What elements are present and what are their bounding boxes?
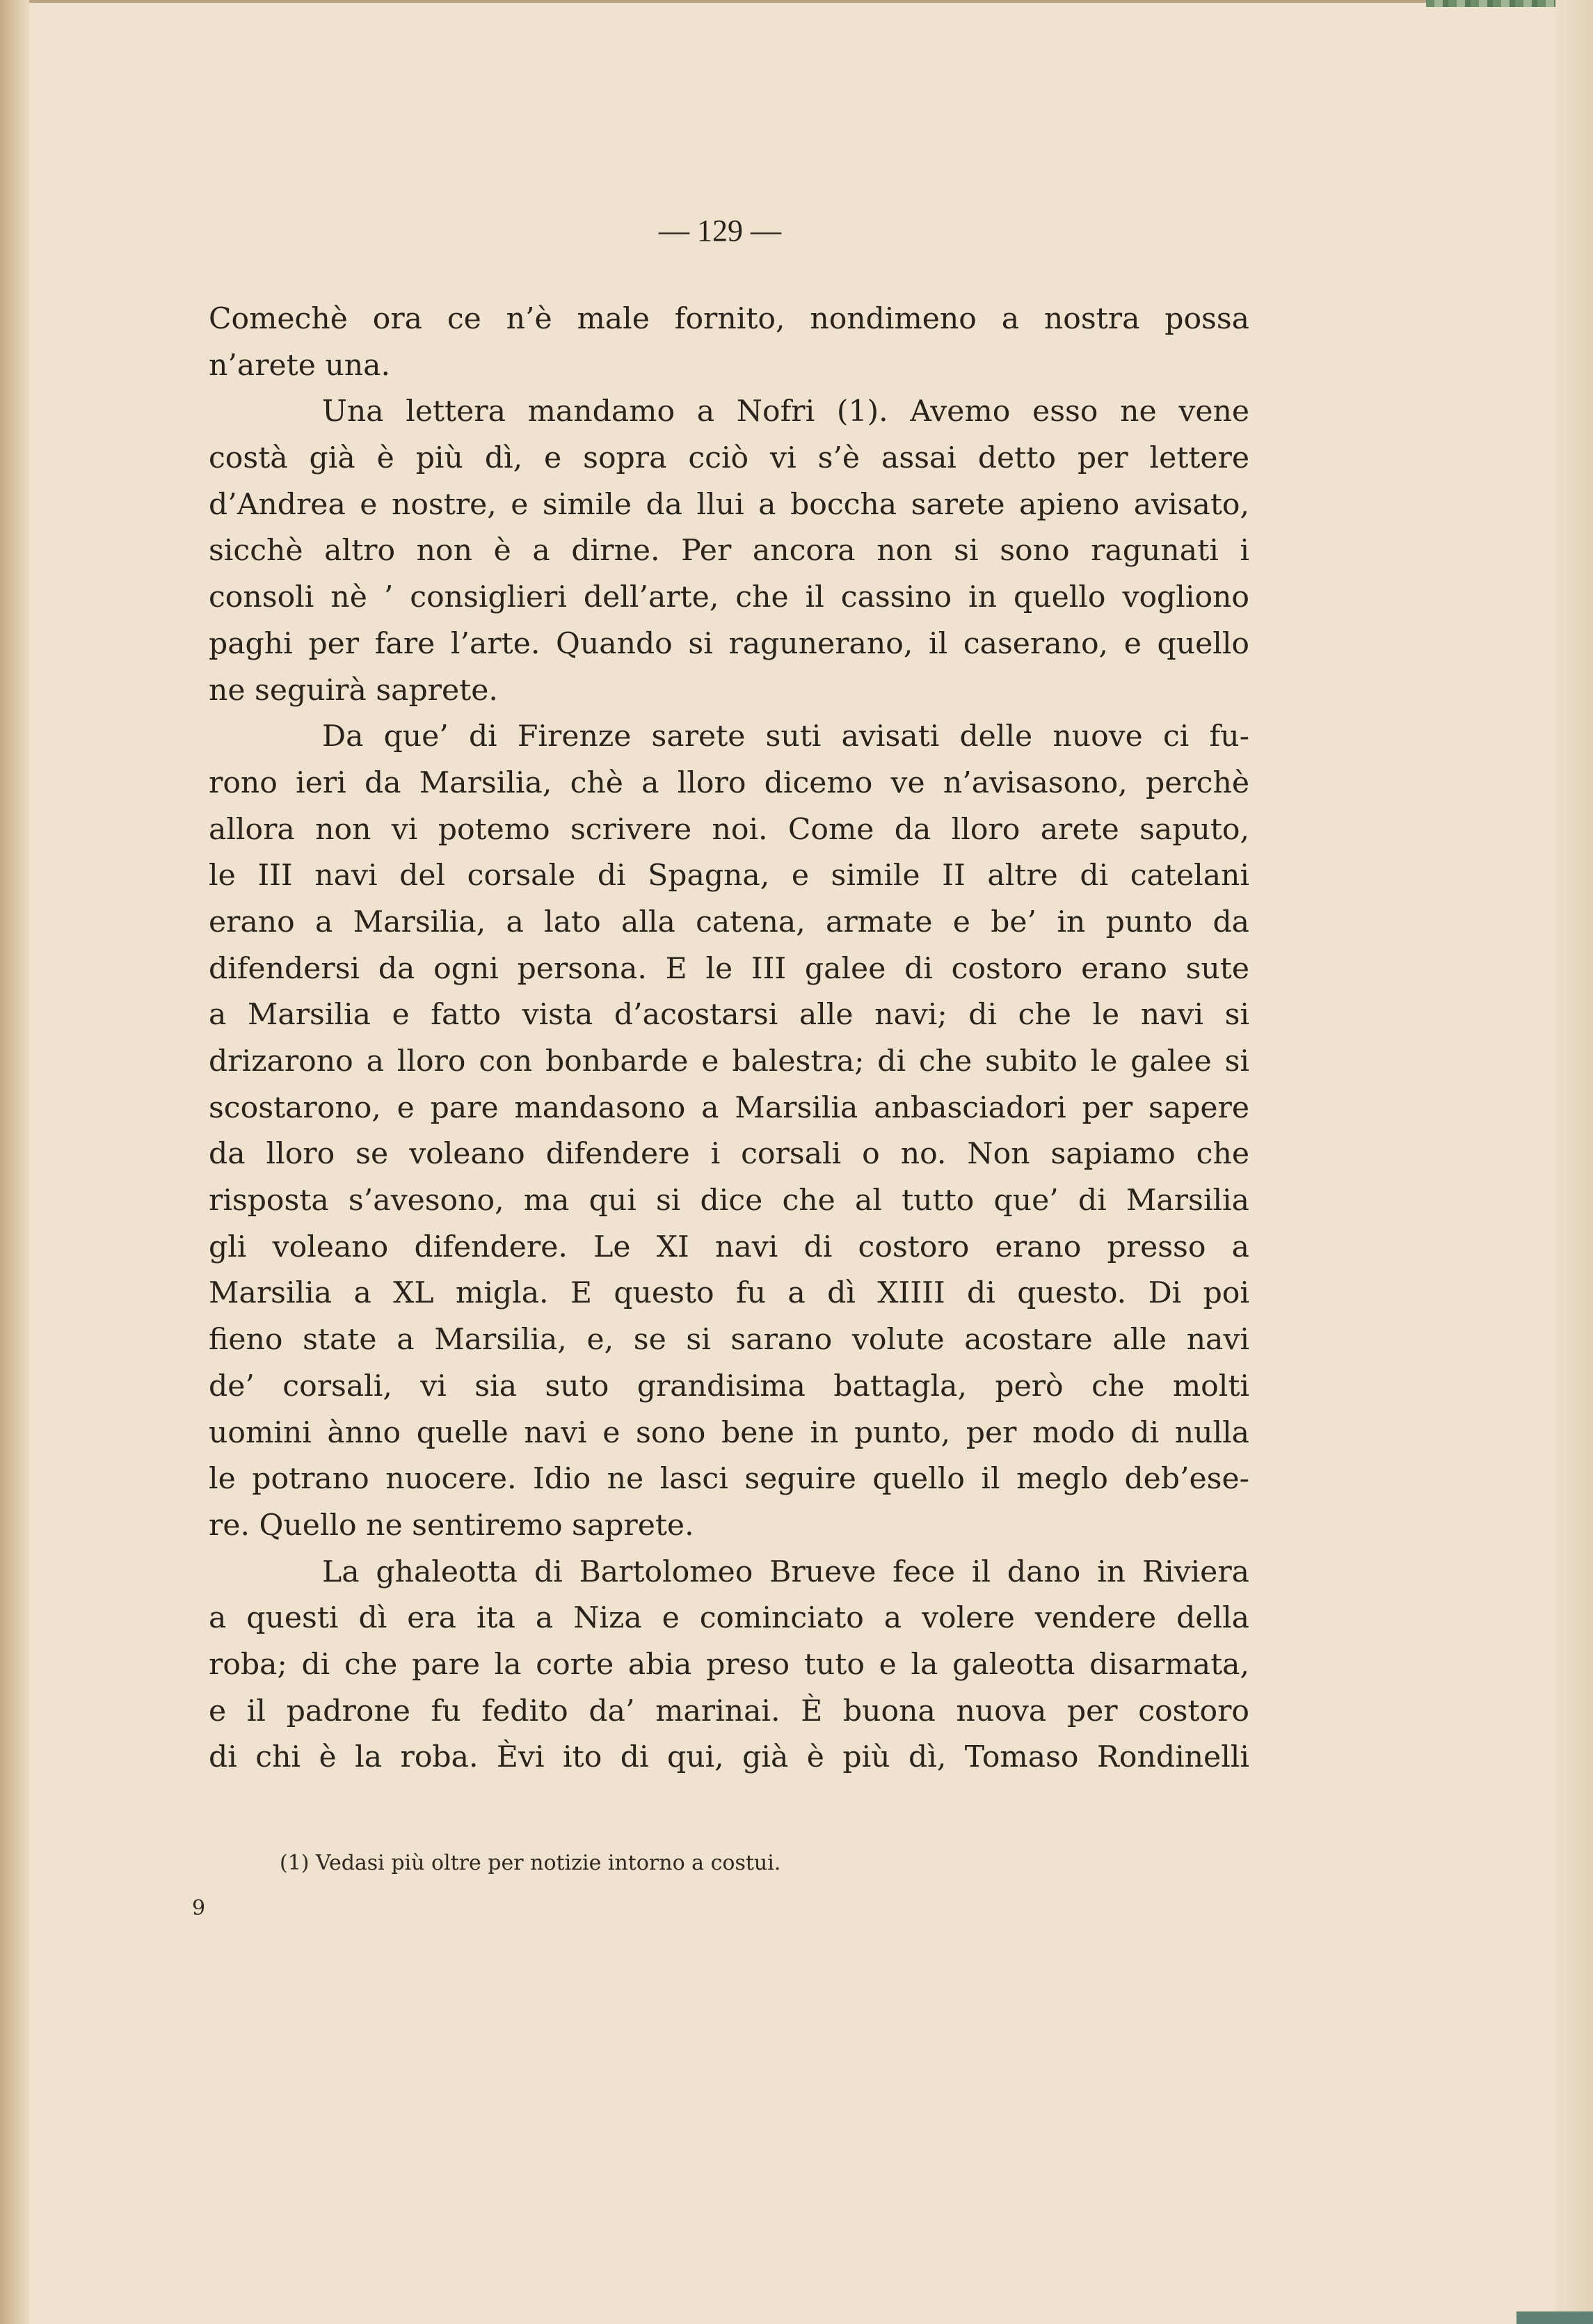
text-line: Una lettera mandamo a Nofri (1). Avemo esso ne vene: [322, 395, 1249, 429]
text-line: re. Quello ne sentiremo saprete.: [209, 1508, 694, 1543]
text-line: ne seguirà saprete.: [209, 673, 498, 708]
text-line: costà già è più dì, e sopra cciò vi s’è assai detto per lettere: [209, 441, 1249, 476]
text-line: rono ieri da Marsilia, chè a lloro dicemo ve n’avisasono, perchè: [209, 765, 1249, 800]
text-line: d’Andrea e nostre, e simile da llui a boccha sarete apieno avisato,: [209, 487, 1249, 522]
text-line: gli voleano difendere. Le XI navi di costoro erano presso a: [209, 1229, 1249, 1264]
body-text: [209, 296, 1249, 1781]
text-line: a questi dì era ita a Niza e cominciato a volere vendere della: [209, 1601, 1249, 1636]
text-line: paghi per fare l’arte. Quando si ragunerano, il caserano, e quello: [209, 626, 1249, 661]
text-line: risposta s’avesono, ma qui si dice che al tutto que’ di Marsilia: [209, 1184, 1249, 1218]
text-line: allora non vi potemo scrivere noi. Come da lloro arete saputo,: [209, 812, 1249, 847]
text-line: scostarono, e pare mandasono a Marsilia anbasciadori per sapere: [209, 1090, 1249, 1125]
page-gutter-shadow: [0, 0, 29, 2324]
text-line: uomini ànno quelle navi e sono bene in punto, per modo di nulla: [209, 1415, 1249, 1450]
text-line: de’ corsali, vi sia suto grandisima battagla, però che molti: [209, 1369, 1249, 1403]
text-line: da lloro se voleano difendere i corsali o no. Non sapiamo che: [209, 1137, 1249, 1172]
text-line: difendersi da ogni persona. E le III galee di costoro erano sute: [209, 951, 1249, 986]
page-number: — 129 —: [659, 214, 781, 248]
top-edge-border: [29, 0, 1426, 3]
text-line: consoli nè ’ consiglieri dell’arte, che il cassino in quello vogliono: [209, 580, 1249, 615]
text-line: le potrano nuocere. Idio ne lasci seguire quello il meglo deb’ese-: [209, 1462, 1249, 1497]
signature-mark: 9: [192, 1896, 206, 1920]
text-line: erano a Marsilia, a lato alla catena, armate e be’ in punto da: [209, 905, 1249, 939]
text-line: di chi è la roba. Èvi ito di qui, già è più dì, Tomaso Rondinelli: [209, 1740, 1249, 1775]
text-line: le III navi del corsale di Spagna, e simile II altre di catelani: [209, 859, 1249, 893]
text-line: n’arete una.: [209, 348, 391, 383]
text-line: a Marsilia e fatto vista d’acostarsi alle navi; di che le navi si: [209, 998, 1249, 1033]
text-line: roba; di che pare la corte abia preso tuto e la galeotta disarmata,: [209, 1647, 1249, 1682]
text-line: Comechè ora ce n’è male fornito, nondimeno a nostra possa: [209, 302, 1249, 336]
text-line: e il padrone fu fedito da’ marinai. È buona nuova per costoro: [209, 1694, 1249, 1728]
page-right-edge: [1555, 0, 1593, 2324]
text-line: Da que’ di Firenze sarete suti avisati delle nuove ci fu-: [322, 719, 1249, 754]
text-line: sicchè altro non è a dirne. Per ancora non si sono ragunati i: [209, 534, 1249, 568]
text-line: Marsilia a XL migla. E questo fu a dì XIIII di questo. Di poi: [209, 1276, 1249, 1311]
text-line: drizarono a lloro con bonbarde e balestra; di che subito le galee si: [209, 1044, 1249, 1079]
text-line: fieno state a Marsilia, e, se si sarano volute acostare alle navi: [209, 1323, 1249, 1358]
footnote: (1) Vedasi più oltre per notizie intorno a costui.: [280, 1851, 781, 1875]
cover-corner-strip: [1516, 2311, 1593, 2324]
text-line: La ghaleotta di Bartolomeo Brueve fece il dano in Riviera: [322, 1554, 1249, 1589]
